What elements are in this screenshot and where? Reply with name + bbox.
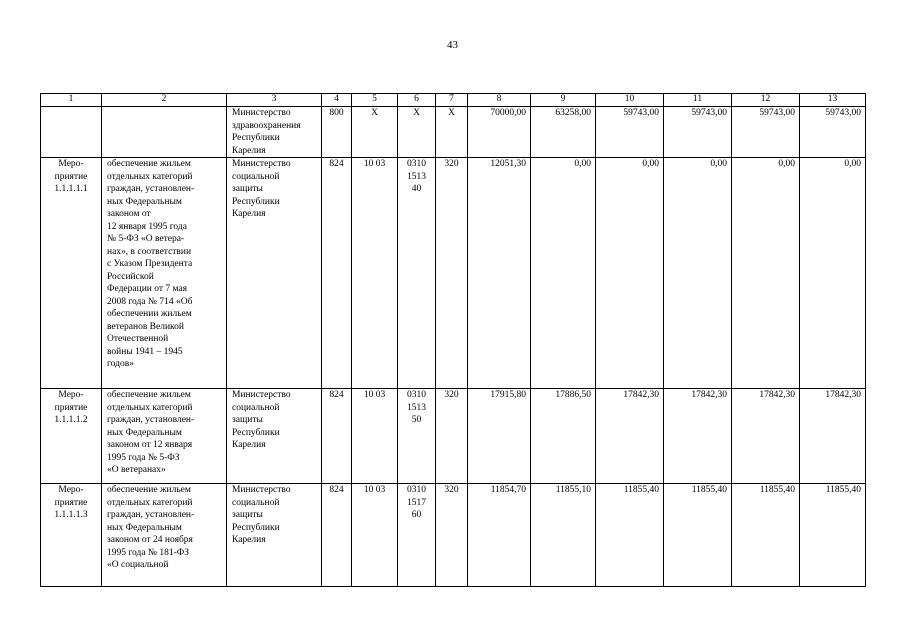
measure-cell-line: приятие — [54, 402, 88, 413]
measure-cell-line: приятие — [54, 171, 88, 182]
amount-cell: 0,00 — [531, 158, 596, 389]
expense-type-cell: Х — [436, 107, 468, 158]
column-number: 9 — [531, 94, 596, 107]
column-number: 7 — [436, 94, 468, 107]
description-cell-line: ных Федеральным — [107, 427, 182, 438]
measure-cell-line: 1.1.1.1.2 — [54, 415, 88, 425]
section-code-cell: 10 03 — [352, 158, 398, 389]
grbs-code-cell: 824 — [322, 158, 352, 389]
description-cell-line: обеспечение жильем — [107, 390, 191, 400]
amount-cell: 63258,00 — [531, 107, 596, 158]
executor-cell — [227, 484, 322, 587]
description-cell-line: Федерации от 7 мая — [107, 284, 188, 294]
grbs-code-cell: 800 — [322, 107, 352, 158]
measure-cell-line: приятие — [54, 497, 88, 508]
target-article-cell — [398, 389, 436, 484]
target-article-cell — [398, 484, 436, 587]
description-cell-line: граждан, установлен- — [107, 415, 195, 425]
description-cell — [102, 158, 227, 389]
budget-table — [40, 93, 866, 587]
column-number: 4 — [322, 94, 352, 107]
executor-cell-line: Республики — [232, 133, 280, 143]
description-cell-line: 12 января 1995 года — [107, 221, 187, 232]
description-cell-line: 1995 года № 181-ФЗ — [107, 547, 190, 558]
expense-type-cell: 320 — [436, 158, 468, 389]
description-cell-line: «О ветеранах» — [107, 465, 166, 475]
section-code-cell: 10 03 — [352, 389, 398, 484]
amount-cell: 17886,50 — [531, 389, 596, 484]
column-number: 11 — [664, 94, 732, 107]
description-cell-line: нах», в соответствии — [107, 246, 192, 257]
description-cell-line: законом от 12 января — [107, 440, 193, 450]
amount-cell: 17842,30 — [596, 389, 664, 484]
executor-cell-line: здравоохранения — [232, 120, 301, 131]
executor-cell-line: Республики — [232, 522, 280, 533]
description-cell-line: граждан, установлен- — [107, 184, 195, 194]
executor-cell-line: Министерство — [232, 390, 291, 400]
description-cell-line: 2008 года № 714 «Об — [107, 296, 193, 307]
executor-cell — [227, 107, 322, 158]
executor-cell — [227, 158, 322, 389]
measure-cell-line: Меро- — [58, 159, 84, 169]
amount-cell: 11854,70 — [468, 484, 531, 587]
amount-cell: 59743,00 — [732, 107, 800, 158]
amount-cell: 17842,30 — [664, 389, 732, 484]
target-article-cell-line: Х — [413, 108, 420, 118]
executor-cell-line: социальной — [232, 497, 280, 508]
section-code-cell: Х — [352, 107, 398, 158]
executor-cell-line: защиты — [232, 510, 263, 520]
expense-type-cell: 320 — [436, 484, 468, 587]
amount-cell: 11855,40 — [596, 484, 664, 587]
description-cell-line: годов» — [107, 359, 134, 369]
executor-cell-line: Карелия — [232, 145, 266, 156]
description-cell-line: ных Федеральным — [107, 196, 182, 207]
measure-cell — [41, 389, 102, 484]
amount-cell: 0,00 — [732, 158, 800, 389]
executor-cell-line: Карелия — [232, 209, 266, 219]
description-cell-line: войны 1941 – 1945 — [107, 346, 183, 357]
target-article-cell-line: 0310 — [407, 390, 426, 400]
executor-cell-line: социальной — [232, 171, 280, 182]
amount-cell: 11855,40 — [664, 484, 732, 587]
description-cell — [102, 107, 227, 158]
page-number: 43 — [447, 39, 458, 51]
column-number: 5 — [352, 94, 398, 107]
target-article-cell-line: 1517 — [407, 497, 426, 508]
amount-cell: 17915,80 — [468, 389, 531, 484]
description-cell-line: отдельных категорий — [107, 171, 193, 182]
executor-cell-line: Министерство — [232, 485, 291, 495]
table-row — [41, 107, 866, 158]
description-cell-line: ных Федеральным — [107, 522, 182, 533]
description-cell-line: отдельных категорий — [107, 497, 193, 508]
description-cell-line: обеспечение жильем — [107, 159, 191, 169]
amount-cell: 17842,30 — [800, 389, 866, 484]
target-article-cell-line: 1513 — [407, 171, 426, 182]
amount-cell: 12051,30 — [468, 158, 531, 389]
description-cell-line: обеспечение жильем — [107, 485, 191, 495]
executor-cell-line: Министерство — [232, 108, 291, 118]
table-row — [41, 484, 866, 587]
table-row — [41, 158, 866, 389]
description-cell-line: с Указом Президента — [107, 259, 193, 269]
executor-cell-line: Республики — [232, 196, 280, 207]
executor-cell-line: защиты — [232, 415, 263, 425]
measure-cell — [41, 107, 102, 158]
measure-cell-line: 1.1.1.1.3 — [54, 510, 88, 520]
description-cell-line: 1995 года № 5-ФЗ — [107, 452, 180, 463]
amount-cell: 11855,10 — [531, 484, 596, 587]
executor-cell-line: Республики — [232, 427, 280, 438]
expense-type-cell: 320 — [436, 389, 468, 484]
executor-cell-line: Карелия — [232, 440, 266, 450]
column-number: 13 — [800, 94, 866, 107]
description-cell-line: № 5-ФЗ «О ветера- — [107, 234, 185, 244]
column-number: 1 — [41, 94, 102, 107]
executor-cell-line: защиты — [232, 184, 263, 194]
target-article-cell-line: 40 — [411, 184, 422, 194]
amount-cell: 0,00 — [664, 158, 732, 389]
target-article-cell-line: 50 — [411, 415, 422, 425]
measure-cell-line: Меро- — [58, 390, 84, 400]
column-number: 12 — [732, 94, 800, 107]
executor-cell-line: Карелия — [232, 535, 266, 545]
column-number: 10 — [596, 94, 664, 107]
executor-cell-line: Министерство — [232, 159, 291, 169]
grbs-code-cell: 824 — [322, 484, 352, 587]
column-number-row — [41, 94, 866, 107]
amount-cell: 11855,40 — [732, 484, 800, 587]
description-cell-line: обеспечении жильем — [107, 309, 192, 319]
description-cell — [102, 389, 227, 484]
target-article-cell — [398, 158, 436, 389]
description-cell-line: Российской — [107, 271, 154, 282]
column-number: 8 — [468, 94, 531, 107]
description-cell-line: «О социальной — [107, 560, 169, 570]
description-cell-line: Отечественной — [107, 334, 169, 344]
executor-cell — [227, 389, 322, 484]
executor-cell-line: социальной — [232, 402, 280, 413]
measure-cell — [41, 484, 102, 587]
target-article-cell — [398, 107, 436, 158]
target-article-cell-line: 0310 — [407, 159, 426, 169]
column-number: 3 — [227, 94, 322, 107]
amount-cell: 17842,30 — [732, 389, 800, 484]
measure-cell-line: Меро- — [58, 485, 84, 495]
amount-cell: 0,00 — [800, 158, 866, 389]
description-cell-line: законом от — [107, 209, 151, 219]
amount-cell: 11855,40 — [800, 484, 866, 587]
description-cell-line: граждан, установлен- — [107, 510, 195, 520]
column-number: 2 — [102, 94, 227, 107]
target-article-cell-line: 0310 — [407, 485, 426, 495]
section-code-cell: 10 03 — [352, 484, 398, 587]
measure-cell-line: 1.1.1.1.1 — [54, 184, 88, 194]
amount-cell: 59743,00 — [664, 107, 732, 158]
description-cell-line: отдельных категорий — [107, 402, 193, 413]
column-number: 6 — [398, 94, 436, 107]
table-row — [41, 389, 866, 484]
amount-cell: 59743,00 — [596, 107, 664, 158]
target-article-cell-line: 1513 — [407, 402, 426, 413]
description-cell-line: законом от 24 ноября — [107, 535, 193, 545]
description-cell-line: ветеранов Великой — [107, 321, 185, 332]
target-article-cell-line: 60 — [411, 510, 422, 520]
amount-cell: 70000,00 — [468, 107, 531, 158]
amount-cell: 59743,00 — [800, 107, 866, 158]
description-cell — [102, 484, 227, 587]
amount-cell: 0,00 — [596, 158, 664, 389]
grbs-code-cell: 824 — [322, 389, 352, 484]
measure-cell — [41, 158, 102, 389]
